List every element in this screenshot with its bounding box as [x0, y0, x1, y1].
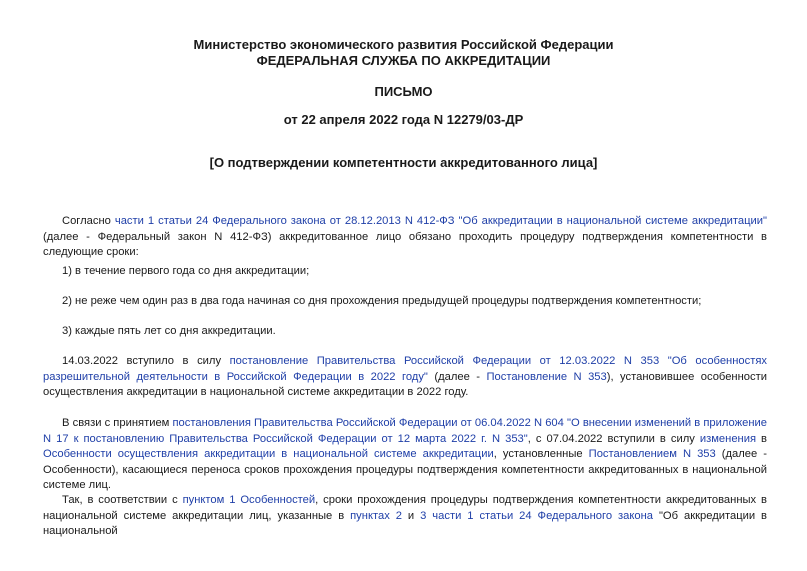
link-part-1-article-24[interactable]: 3 части 1 статьи 24 Федерального закона: [420, 509, 653, 522]
paragraph-3: [43, 416, 767, 494]
paragraph-2: [43, 354, 767, 401]
paragraph-1: [43, 214, 767, 261]
text: , установленные: [493, 448, 589, 461]
link-resolution-353-short[interactable]: Постановление N 353: [486, 370, 607, 383]
link-points-2[interactable]: пунктах 2: [350, 509, 402, 522]
list-item-3: 3) каждые пять лет со дня аккредитации.: [62, 325, 276, 337]
document-type: ПИСЬМО: [374, 84, 433, 99]
document-date-number: от 22 апреля 2022 года N 12279/03-ДР: [283, 112, 524, 127]
text: В связи с принятием: [62, 417, 173, 429]
link-specifics-point-1[interactable]: пунктом 1 Особенностей: [182, 494, 316, 506]
document-subject: [О подтверждении компетентности аккредитованного лица]: [209, 155, 598, 170]
text: (далее -: [427, 370, 487, 383]
link-resolution-353-instrumental[interactable]: Постановлением N 353: [588, 448, 716, 461]
text: в: [756, 432, 767, 445]
ministry-title: Министерство экономического развития Российской Федерации: [193, 37, 614, 52]
link-part-1[interactable]: части 1: [114, 215, 155, 227]
paragraph-4: [43, 493, 767, 540]
text: Так, в соответствии с: [62, 494, 183, 506]
text: "Об аккредитации в национальной: [43, 509, 767, 538]
text: (далее - Федеральный закон N 412-ФЗ) аккредитованное лицо обязано проходить процедуру подтверждения компетентности в следующие сроки:: [43, 230, 767, 259]
text: , с 07.04.2022 вступили в силу: [527, 432, 700, 445]
text: , сроки прохождения процедуры подтверждения компетентности аккредитованных в национальной системе аккредитации лиц, указанные в: [43, 494, 767, 522]
link-article-24-law-412[interactable]: статьи 24 Федерального закона от 28.12.2013 N 412-ФЗ "Об аккредитации в национальной системе аккредитации": [158, 215, 767, 227]
text: 14.03.2022 вступило в силу: [62, 355, 230, 367]
text: и: [401, 509, 421, 522]
link-changes[interactable]: изменения: [699, 432, 757, 445]
list-item-2: 2) не реже чем один раз в два года начиная со дня прохождения предыдущей процедуры подтверждения компетентности;: [62, 295, 702, 307]
service-title: ФЕДЕРАЛЬНАЯ СЛУЖБА ПО АККРЕДИТАЦИИ: [256, 53, 551, 68]
text: ), установившее особенности осуществления аккредитации в национальной системе аккредитации в 2022 году.: [43, 370, 767, 399]
text: Согласно: [62, 215, 115, 227]
link-accreditation-specifics[interactable]: Особенности осуществления аккредитации в национальной системе аккредитации: [43, 448, 494, 461]
list-item-1: 1) в течение первого года со дня аккредитации;: [62, 265, 310, 277]
text: (далее - Особенности), касающиеся переноса сроков прохождения процедуры подтверждения компетентности аккредитованных в национальной системе лиц.: [43, 448, 768, 492]
link-resolution-604[interactable]: постановления Правительства Российской Федерации от 06.04.2022 N 604 "О внесении изменений в приложение N 17 к постановлению Правительства Российской Федерации от 12 марта 2022 г. N 353": [43, 417, 767, 445]
link-resolution-353[interactable]: постановление Правительства Российской Федерации от 12.03.2022 N 353 "Об особенностях разрешительной деятельности в Российской Федерации в 2022 году": [43, 355, 767, 383]
